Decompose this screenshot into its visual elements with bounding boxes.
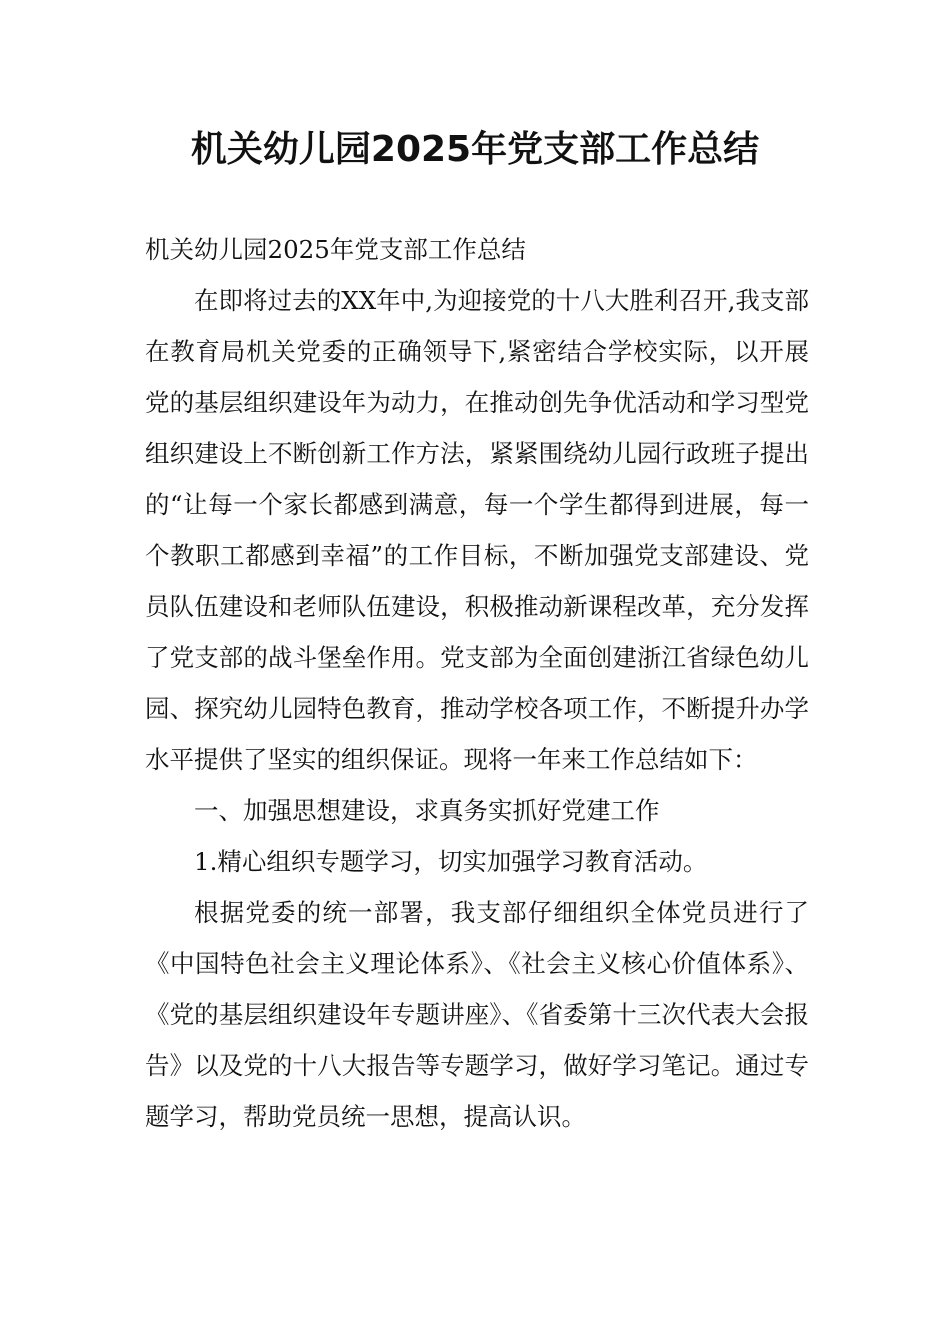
document-body [145,224,809,1142]
page-title: 机关幼儿园2025年党支部工作总结 [190,129,760,170]
document-subtitle: 机关幼儿园2025年党支部工作总结 [145,235,526,264]
paragraph-intro: 在即将过去的XX年中,为迎接党的十八大胜利召开,我支部在教育局机关党委的正确领导下,紧密结合学校实际，以开展党的基层组织建设年为动力，在推动创先争优活动和学习型党组织建设上不断创新工作方法，紧紧围绕幼儿园行政班子提出的“让每一个家长都感到满意，每一个学生都得到进展，每一个教职工都感到幸福”的工作目标，不断加强党支部建设、党员队伍建设和老师队伍建设，积极推动新课程改革，充分发挥了党支部的战斗堡垒作用。党支部为全面创建浙江省绿色幼儿园、探究幼儿园特色教育，推动学校各项工作，不断提升办学水平提供了坚实的组织保证。现将一年来工作总结如下： [145,286,809,774]
subsection-heading: 1.精心组织专题学习，切实加强学习教育活动。 [194,847,708,876]
section-heading: 一、加强思想建设，求真务实抓好党建工作 [194,796,660,825]
paragraph-study: 根据党委的统一部署，我支部仔细组织全体党员进行了《中国特色社会主义理论体系》、《社会主义核心价值体系》、《党的基层组织建设年专题讲座》、《省委第十三次代表大会报告》以及党的十八大报告等专题学习，做好学习笔记。通过专题学习，帮助党员统一思想，提高认识。 [145,898,809,1131]
